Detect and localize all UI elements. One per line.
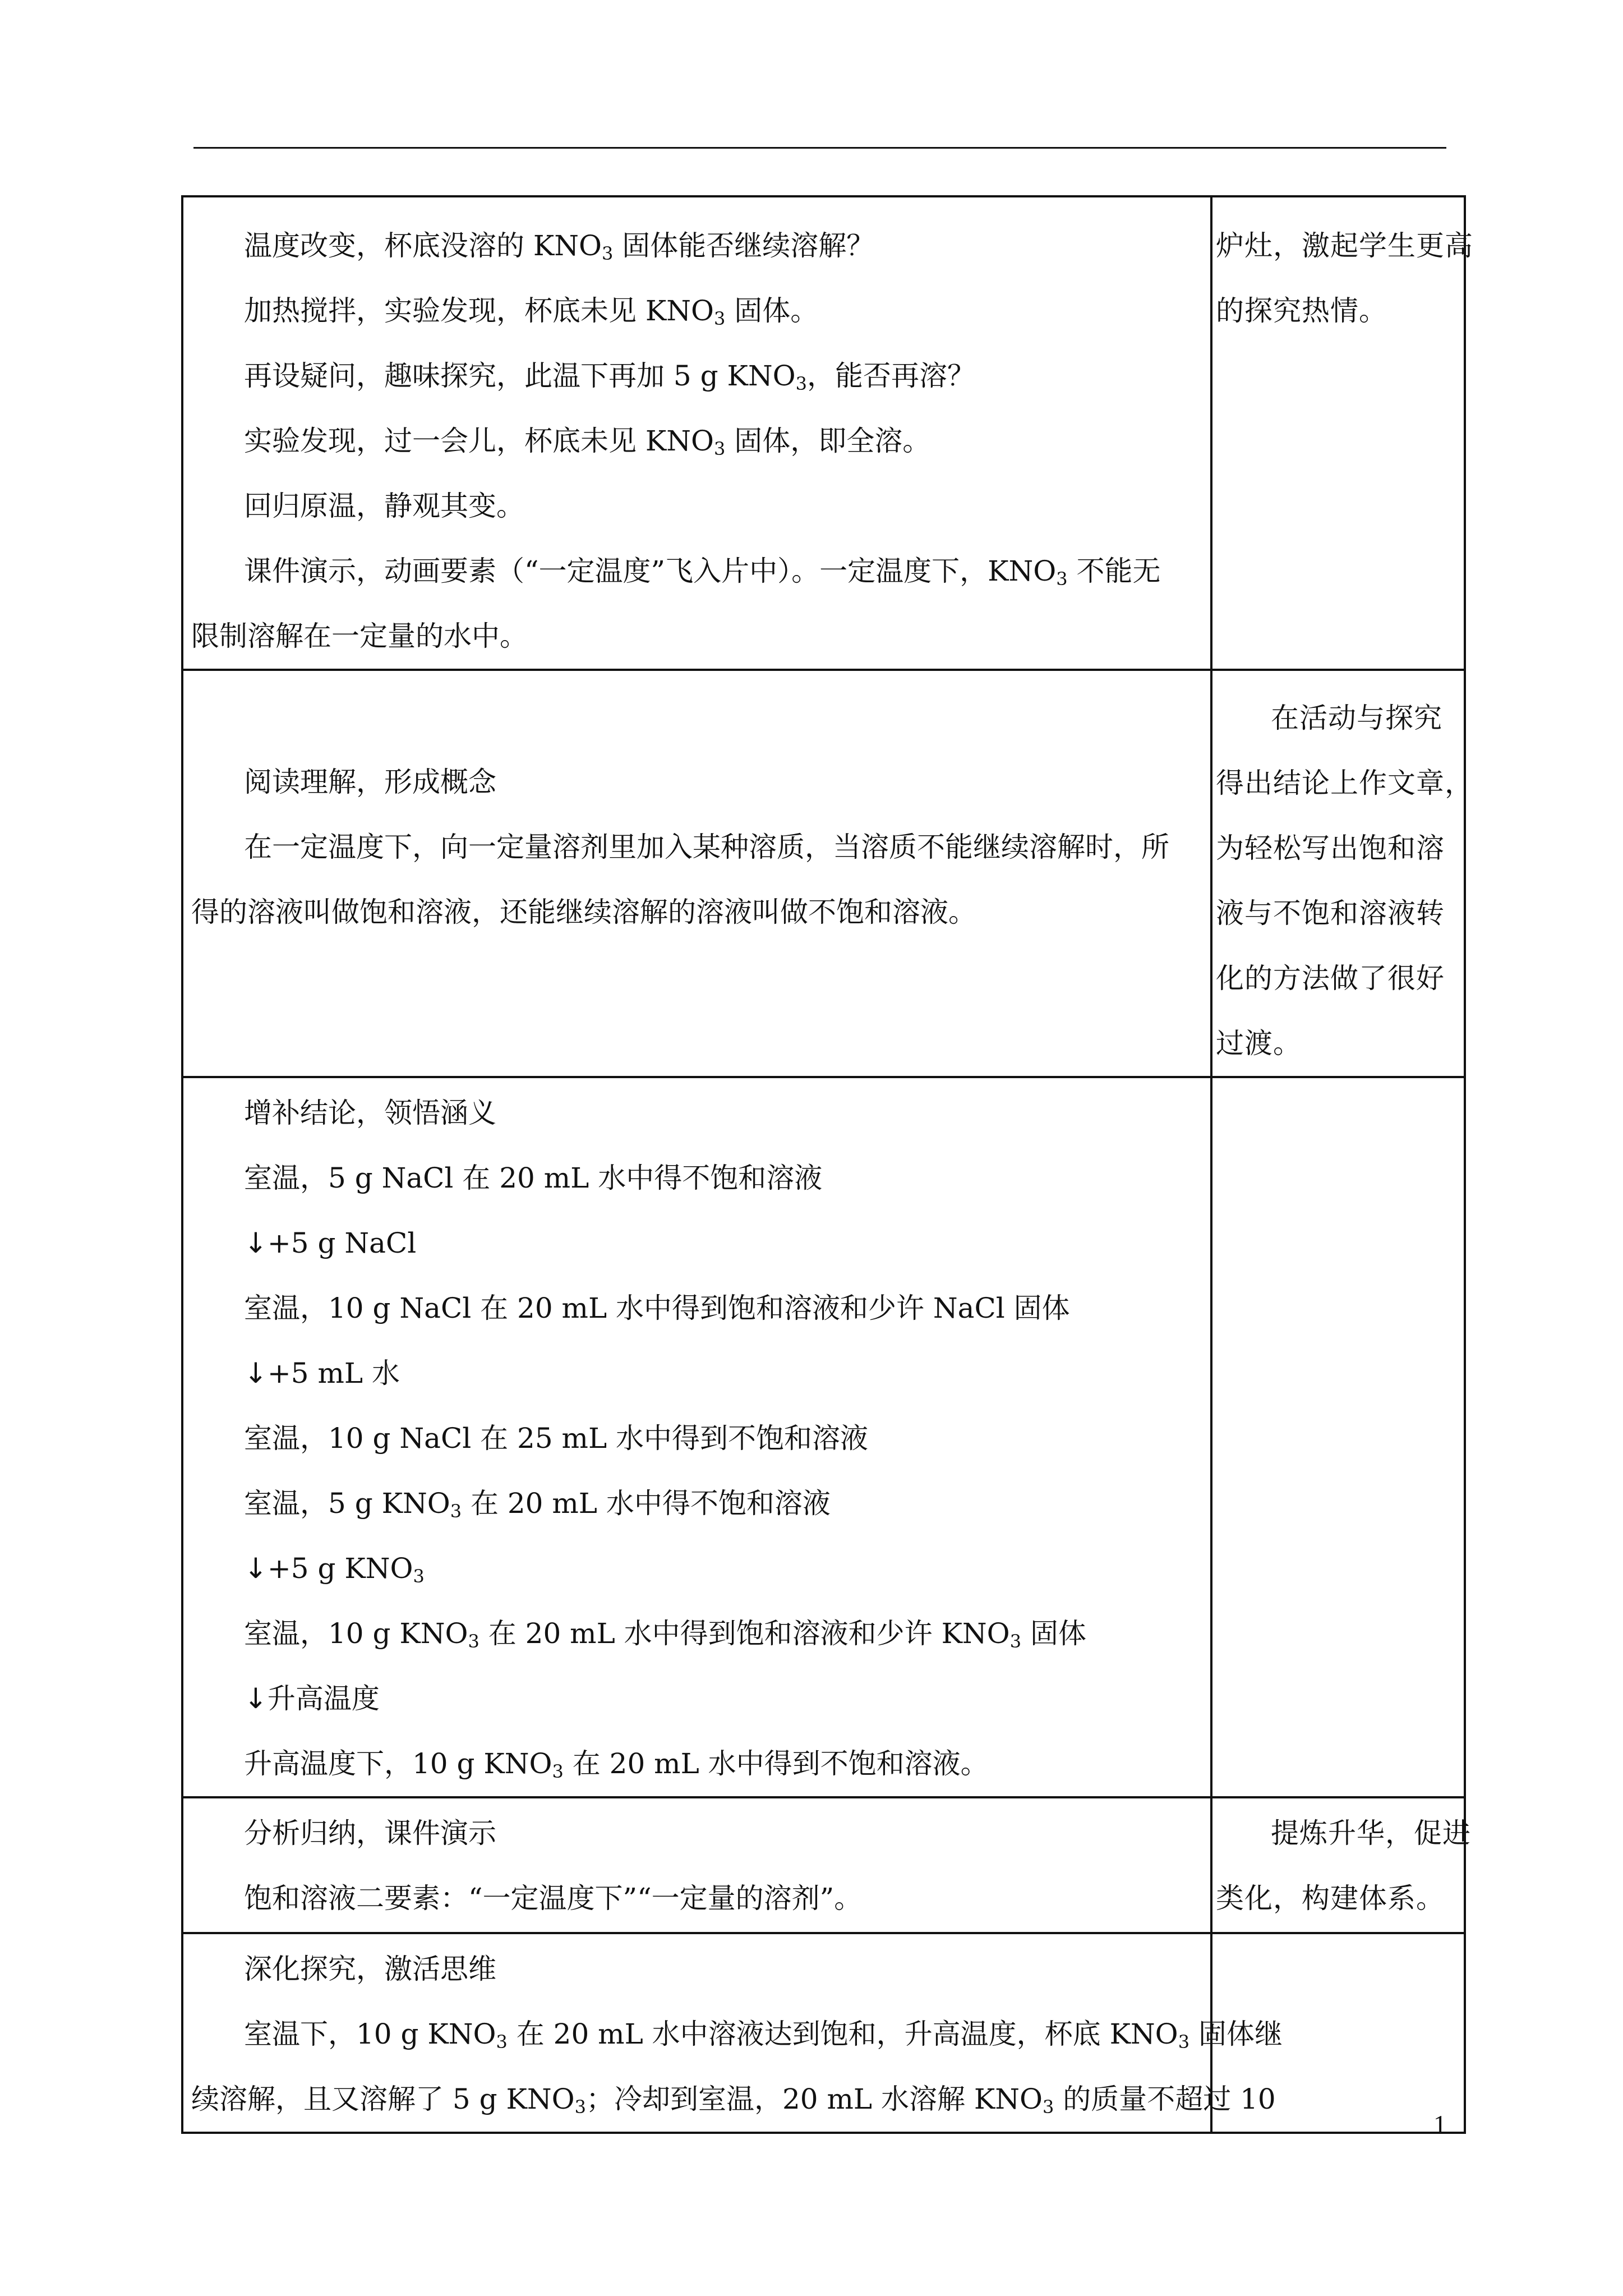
note-line: 提炼升华，促进 [1271,1817,1471,1849]
text-line: 室温，10 g NaCl 在 20 mL 水中得到饱和溶液和少许 NaCl 固体 [244,1292,1070,1324]
note-line: 为轻松写出饱和溶 [1216,832,1445,864]
text-line: 室温，5 g NaCl 在 20 mL 水中得不饱和溶液 [244,1162,823,1194]
text-line: 得的溶液叫做饱和溶液，还能继续溶解的溶液叫做不饱和溶液。 [191,896,976,928]
page-number: 1 [1433,2110,1446,2138]
text-line: 饱和溶液二要素：“一定温度下”“一定量的溶剂”。 [244,1882,863,1915]
header-rule [193,147,1446,149]
table-row [182,196,1465,670]
table-row [182,1933,1465,2133]
note-line: 过渡。 [1216,1027,1302,1060]
note-line: 液与不饱和溶液转 [1216,897,1445,930]
text-line: 阅读理解，形成概念 [244,766,496,798]
lesson-table [181,195,1473,2134]
text-line: 深化探究，激活思维 [244,1953,496,1985]
text-line: 分析归纳，课件演示 [244,1817,496,1849]
text-line: 室温，5 g $KNO_3$ 在 20 mL 水中得不饱和溶液 [244,1487,831,1522]
note-cell [1211,1077,1465,1797]
text-line: 温度改变，杯底没溶的 $KNO_3$ 固体能否继续溶解？ [244,229,875,264]
down-arrow-icon: ↓ [244,1552,268,1585]
summary-cell [182,1797,1211,1933]
text-line: 升高温度下，10 g $KNO_3$ 在 20 mL 水中得到不饱和溶液。 [244,1747,989,1782]
note-line: 化的方法做了很好 [1216,962,1445,995]
note-cell [1211,670,1473,1077]
note-line: 炉灶，激起学生更高 [1216,229,1473,262]
activity-cell [182,196,1211,670]
note-line: 的探究热情。 [1216,295,1387,327]
text-line: 室温，10 g NaCl 在 25 mL 水中得到不饱和溶液 [244,1422,869,1455]
note-line: 在活动与探究 [1271,702,1442,734]
text-line: 实验发现，过一会儿，杯底未见 $KNO_3$ 固体，即全溶。 [244,425,931,459]
text-line: 室温，10 g $KNO_3$ 在 20 mL 水中得到饱和溶液和少许 $KNO_3$ 固体 [244,1617,1086,1652]
text-line: ↓+5 g $KNO_3$ [244,1552,425,1587]
table-row [182,1077,1465,1797]
text-line: ↓+5 mL 水 [244,1357,400,1389]
text-line: 增补结论，领悟涵义 [244,1097,496,1129]
text-line: 室温下，10 g $KNO_3$ 在 20 mL 水中溶液达到饱和，升高温度，杯底 $KNO_3$ 固体继 [244,2018,1283,2053]
down-arrow-icon: ↓ [244,1682,268,1715]
conclusion-cell [182,1077,1211,1797]
down-arrow-icon: ↓ [244,1357,268,1389]
concept-cell [182,670,1211,1077]
text-line: 限制溶解在一定量的水中。 [191,620,528,652]
text-line: 再设疑问，趣味探究，此温下再加 5 g $KNO_3$，能否再溶？ [244,360,975,394]
table-row [182,1797,1465,1933]
text-line: 在一定温度下，向一定量溶剂里加入某种溶质，当溶质不能继续溶解时，所 [244,831,1169,863]
text-line: 回归原温，静观其变。 [244,490,524,522]
note-line: 得出结论上作文章， [1216,767,1473,799]
note-cell [1211,1797,1471,1933]
text-line: ↓升高温度 [244,1682,380,1715]
note-cell [1211,196,1473,670]
text-line: 续溶解，且又溶解了 5 g $KNO_3$；冷却到室温，20 mL 水溶解 $KNO_3$ 的质量不超过 10 [191,2083,1276,2118]
text-line: 课件演示，动画要素（“一定温度”飞入片中）。一定温度下，$KNO_3$ 不能无 [244,555,1161,590]
text-line: 加热搅拌，实验发现，杯底未见 $KNO_3$ 固体。 [244,295,819,329]
text-line: ↓+5 g NaCl [244,1227,417,1259]
down-arrow-icon: ↓ [244,1227,268,1259]
table-row [182,670,1465,1077]
inquiry-cell [182,1933,1283,2133]
note-line: 类化，构建体系。 [1216,1882,1445,1915]
